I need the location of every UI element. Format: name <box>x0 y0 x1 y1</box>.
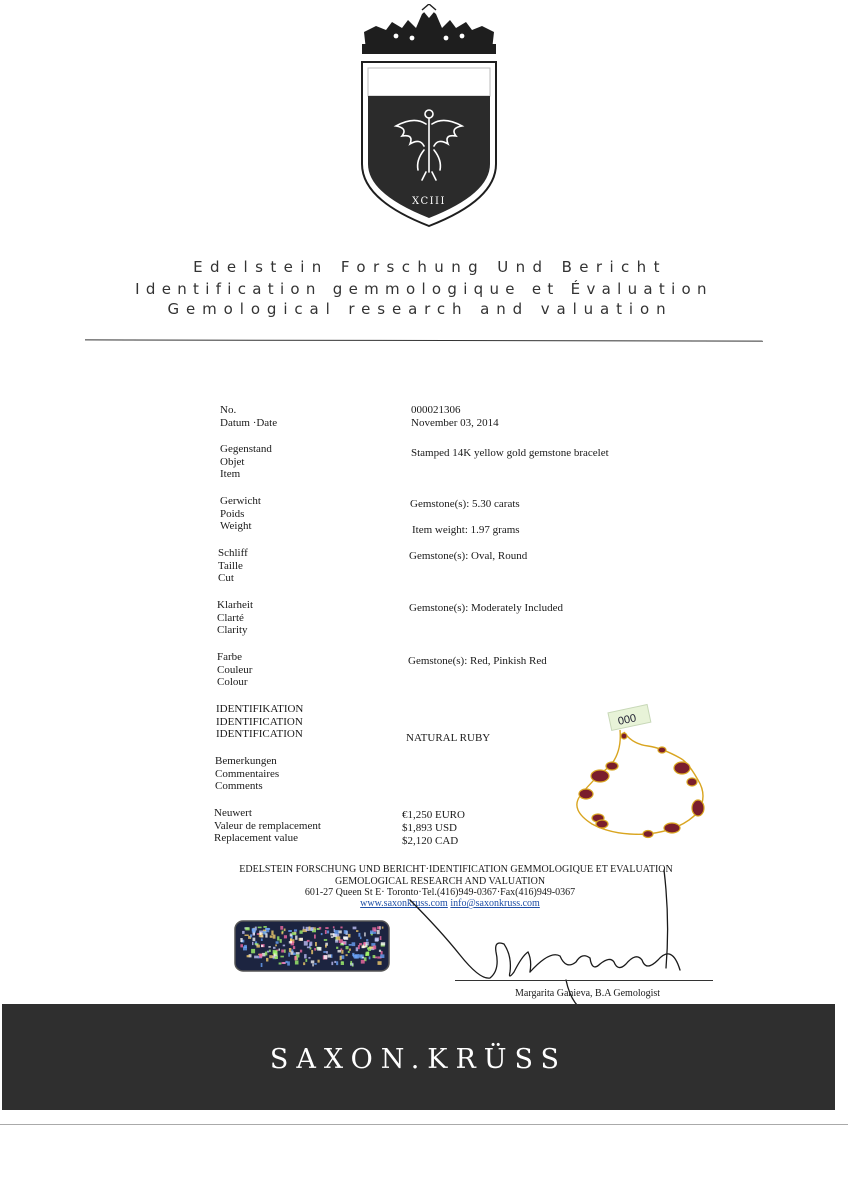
value-cut: Gemstone(s): Oval, Round <box>409 550 528 562</box>
footer-line-1: EDELSTEIN FORSCHUNG UND BERICHT·IDENTIFICATION GEMMOLOGIQUE ET EVALUATION <box>239 864 673 875</box>
field-label: Clarté <box>217 611 244 624</box>
brand-name: SAXON.KRÜSS <box>269 1044 568 1075</box>
field-label: No. <box>220 404 237 416</box>
field-label: Gegenstand <box>220 443 272 455</box>
value-clarity: Gemstone(s): Moderately Included <box>409 602 563 614</box>
footer-address: 601-27 Queen St E· Toronto·Tel.(416)949-0367·Fax(416)949-0367 <box>304 887 576 898</box>
field-label: Clarity <box>217 624 248 636</box>
field-label: Couleur <box>217 663 253 676</box>
label-cut <box>218 547 248 585</box>
bottom-divider <box>0 1124 848 1125</box>
email-link[interactable]: info@saxonkruss.com <box>450 898 540 909</box>
bracelet-photo <box>552 700 722 850</box>
value-usd: $1,893 USD <box>402 822 458 834</box>
label-weight <box>220 495 261 533</box>
header-divider <box>85 339 763 341</box>
tag-number: 000 <box>616 712 638 728</box>
value-item: Stamped 14K yellow gold gemstone bracelet <box>411 447 609 459</box>
label-clarity <box>217 599 253 637</box>
field-label: Farbe <box>217 651 243 663</box>
field-label: Objet <box>220 455 245 468</box>
value-euro: €1,250 EURO <box>402 809 465 821</box>
field-label: Schliff <box>218 547 248 559</box>
header-line-french: Identification gemmologique et Évaluation <box>135 280 713 298</box>
field-label: Replacement value <box>214 832 298 844</box>
label-colour <box>217 651 252 689</box>
field-label: Commentaires <box>215 767 280 780</box>
field-label: IDENTIFIKATION <box>216 703 304 715</box>
header-line-english: Gemological research and valuation <box>167 300 673 318</box>
label-comments <box>215 755 279 793</box>
field-label: Datum ·Date <box>220 416 278 429</box>
field-label: Neuwert <box>214 807 252 819</box>
value-identification: NATURAL RUBY <box>406 732 491 744</box>
brand-band <box>2 1004 835 1110</box>
field-label: IDENTIFICATION <box>216 728 303 740</box>
field-label: Klarheit <box>217 599 254 611</box>
label-replacement-value <box>214 807 321 845</box>
signature-line <box>455 980 713 981</box>
field-label: Bemerkungen <box>215 755 277 767</box>
label-number-date <box>220 404 277 429</box>
value-number: 000021306 <box>411 404 461 416</box>
value-date: November 03, 2014 <box>411 417 499 429</box>
field-label: IDENTIFICATION <box>216 715 303 728</box>
label-item <box>220 443 272 481</box>
field-label: Item <box>220 468 241 480</box>
hologram-sticker <box>234 920 390 972</box>
value-colour: Gemstone(s): Red, Pinkish Red <box>408 655 547 667</box>
field-label: Valeur de remplacement <box>214 819 321 832</box>
value-item-weight: Item weight: 1.97 grams <box>412 524 520 536</box>
crest-logo <box>356 4 502 230</box>
footer-line-2: GEMOLOGICAL RESEARCH AND VALUATION <box>334 876 546 887</box>
crest-numeral: XCIII <box>412 196 446 207</box>
field-label: Taille <box>218 559 243 572</box>
field-label: Comments <box>215 780 263 792</box>
field-label: Poids <box>220 507 245 520</box>
header-line-german: Edelstein Forschung Und Bericht <box>193 258 667 276</box>
field-label: Gerwicht <box>220 495 261 507</box>
field-label: Cut <box>218 572 234 584</box>
field-label: Weight <box>220 520 252 532</box>
value-cad: $2,120 CAD <box>402 835 459 847</box>
value-gemstone-weight: Gemstone(s): 5.30 carats <box>410 498 520 510</box>
field-label: Colour <box>217 676 248 688</box>
signatory-name: Margarita Ganieva, B.A Gemologist <box>515 988 661 999</box>
website-link[interactable]: www.saxonkruss.com <box>360 898 448 909</box>
label-identification <box>216 703 303 741</box>
